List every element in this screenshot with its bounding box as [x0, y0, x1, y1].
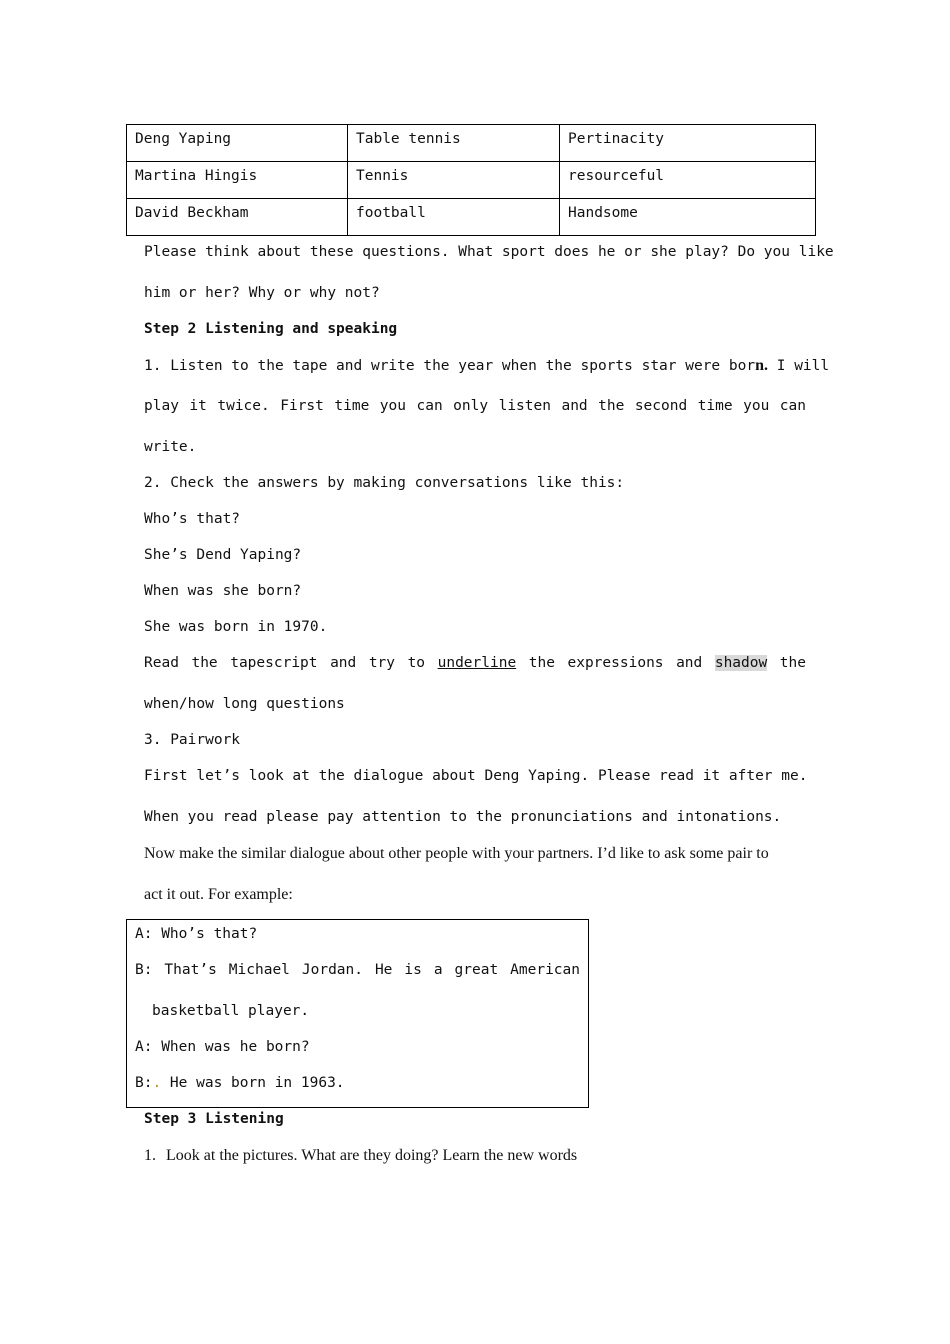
step3-item1-number: 1. [144, 1147, 156, 1164]
read-text: Read the tapescript and try to [144, 655, 426, 671]
conversation-line-1: Who’s that? [144, 511, 241, 527]
table-row [127, 125, 816, 162]
conversation-line-3: When was she born? [144, 583, 302, 599]
conversation-line-2: She’s Dend Yaping? [144, 547, 302, 563]
pairwork-line-1: First let’s look at the dialogue about Deng Yaping. Please read it after me. [144, 768, 808, 784]
step2-item1-line1 [144, 357, 830, 375]
item1-text: 1. Listen to the tape and write the year when the sports star were bor [144, 358, 756, 374]
example-dialogue-box [126, 919, 589, 1108]
table-cell: resourceful [560, 162, 816, 199]
underline-word: underline [437, 655, 517, 671]
instruction-line-1: Now make the similar dialogue about other people with your partners. I’d like to ask some pair to [144, 845, 769, 862]
read-end-text: the [779, 655, 806, 671]
dialogue-line-4: A: When was he born? [135, 1039, 310, 1055]
table-cell: David Beckham [127, 199, 348, 236]
step2-heading: Step 2 Listening and speaking [144, 321, 398, 337]
table-cell: Deng Yaping [127, 125, 348, 162]
dialogue-line-2: B: That’s Michael Jordan. He is a great American [135, 962, 580, 978]
table-row [127, 199, 816, 236]
table-cell: Handsome [560, 199, 816, 236]
speaker-label: B: [135, 1075, 153, 1091]
questions-line-2: him or her? Why or why not? [144, 285, 380, 301]
sports-stars-table [126, 124, 816, 236]
table-cell: Tennis [348, 162, 560, 199]
step2-item3: 3. Pairwork [144, 732, 241, 748]
pairwork-line-2: When you read please pay attention to the pronunciations and intonations. [144, 809, 782, 825]
dialogue-text: He was born in 1963. [161, 1075, 345, 1091]
step3-item1 [144, 1147, 577, 1165]
orange-dot: . [152, 1075, 162, 1091]
read-mid-text: the expressions and [528, 655, 703, 671]
step2-item2: 2. Check the answers by making conversations like this: [144, 475, 625, 491]
step3-item1-text: Look at the pictures. What are they doing? Learn the new words [166, 1147, 578, 1164]
dialogue-line-1: A: Who’s that? [135, 926, 258, 942]
item1-bold-text: n. [755, 357, 768, 374]
step2-item1-line2: play it twice. First time you can only listen and the second time you can [144, 398, 806, 414]
read-tapescript-line-1 [144, 655, 806, 671]
table-cell: Martina Hingis [127, 162, 348, 199]
instruction-line-2: act it out. For example: [144, 886, 293, 903]
dialogue-line-3: basketball player. [152, 1003, 310, 1019]
step2-item1-line3: write. [144, 439, 197, 455]
table-cell: Pertinacity [560, 125, 816, 162]
shadow-word: shadow [714, 655, 768, 671]
read-tapescript-line-2: when/how long questions [144, 696, 345, 712]
table-cell: football [348, 199, 560, 236]
questions-line-1: Please think about these questions. What sport does he or she play? Do you like [144, 244, 834, 260]
table-row [127, 162, 816, 199]
conversation-line-4: She was born in 1970. [144, 619, 328, 635]
table-cell: Table tennis [348, 125, 560, 162]
step3-heading: Step 3 Listening [144, 1111, 284, 1127]
dialogue-line-5 [135, 1075, 345, 1091]
item1-end-text: I will [768, 358, 830, 374]
